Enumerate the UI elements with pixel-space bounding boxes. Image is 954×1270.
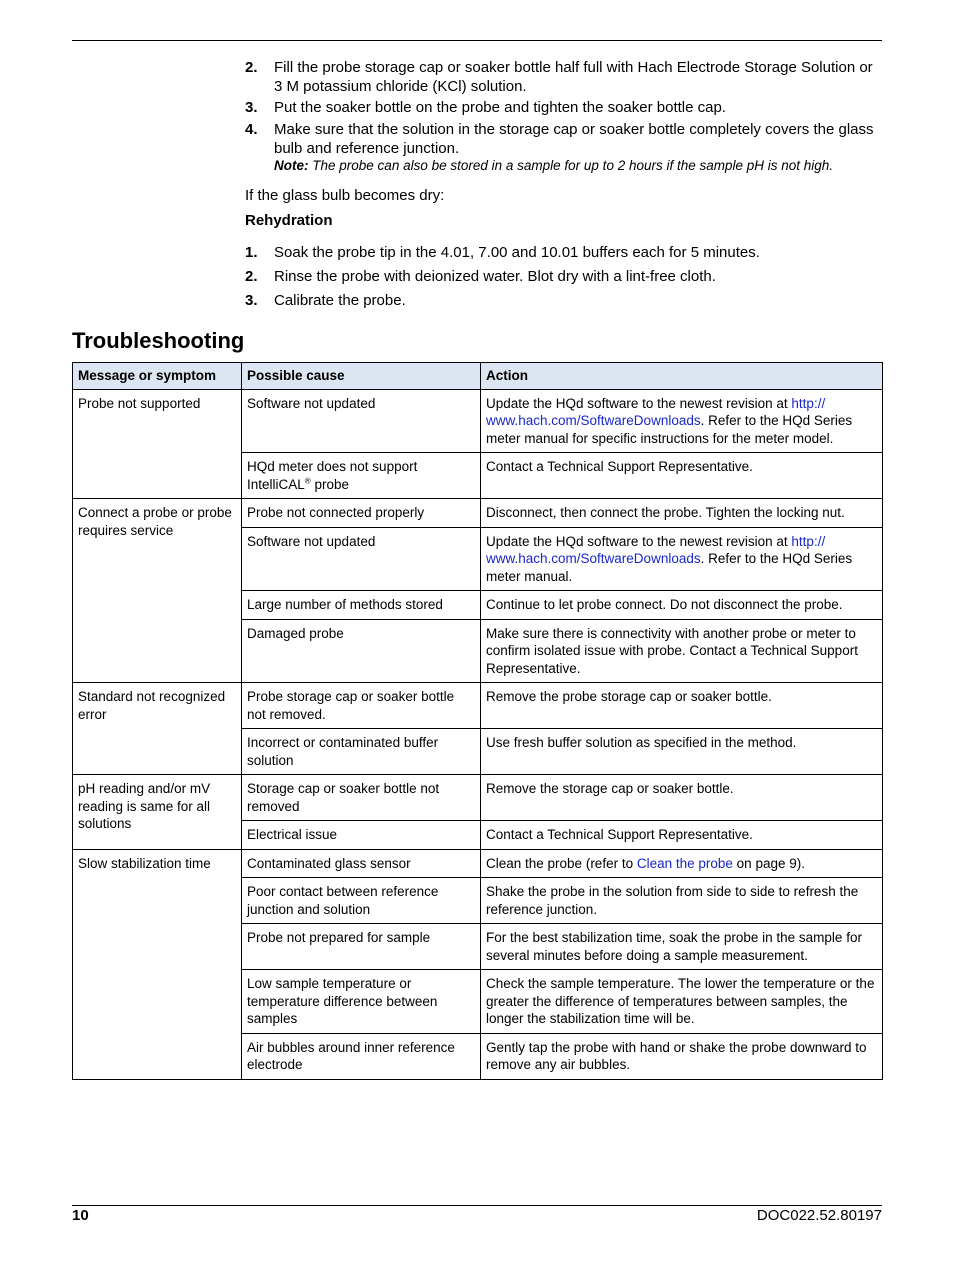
registered-mark: ® bbox=[304, 476, 311, 485]
step-text: Fill the probe storage cap or soaker bottle half full with Hach Electrode Storage Solution or 3 M potassium chloride (KCl) solution. bbox=[274, 59, 873, 95]
doc-id: DOC022.52.80197 bbox=[756, 1207, 882, 1224]
cause-cell: HQd meter does not support IntelliCAL® probe bbox=[242, 453, 481, 499]
footer-rule bbox=[72, 1205, 882, 1206]
step-text: Rinse the probe with deionized water. Blot dry with a lint-free cloth. bbox=[274, 268, 716, 285]
step-text: Soak the probe tip in the 4.01, 7.00 and 10.01 buffers each for 5 minutes. bbox=[274, 244, 760, 261]
note bbox=[274, 157, 885, 174]
cause-cell: Storage cap or soaker bottle not removed bbox=[242, 775, 481, 821]
symptom-cell: Probe not supported bbox=[73, 389, 242, 499]
cause-cell: Incorrect or contaminated buffer solution bbox=[242, 729, 481, 775]
action-cell: Contact a Technical Support Representative. bbox=[481, 821, 883, 850]
cause-cell: Large number of methods stored bbox=[242, 591, 481, 620]
step-number: 2. bbox=[245, 268, 258, 285]
symptom-cell: pH reading and/or mV reading is same for all solutions bbox=[73, 775, 242, 850]
action-cell: Use fresh buffer solution as specified in the method. bbox=[481, 729, 883, 775]
cause-cell: Electrical issue bbox=[242, 821, 481, 850]
table-row bbox=[73, 389, 883, 453]
step-number: 3. bbox=[245, 292, 258, 309]
troubleshooting-table bbox=[72, 362, 883, 1080]
column-header: Message or symptom bbox=[73, 363, 242, 390]
column-header: Possible cause bbox=[242, 363, 481, 390]
page-number: 10 bbox=[72, 1207, 89, 1224]
section-title: Troubleshooting bbox=[72, 328, 245, 353]
symptom-cell: Slow stabilization time bbox=[73, 849, 242, 1079]
cause-cell: Probe not connected properly bbox=[242, 499, 481, 528]
rehydration-step bbox=[245, 291, 885, 310]
cause-cell: Software not updated bbox=[242, 389, 481, 453]
table-row bbox=[73, 683, 883, 729]
rehydration-step bbox=[245, 267, 885, 286]
rehydration-title: Rehydration bbox=[245, 212, 333, 229]
action-cell: Make sure there is connectivity with another probe or meter to confirm isolated issue with probe. Contact a Technical Support Representative. bbox=[481, 619, 883, 683]
table-row bbox=[73, 775, 883, 821]
step-number: 1. bbox=[245, 244, 258, 261]
symptom-cell: Connect a probe or probe requires service bbox=[73, 499, 242, 683]
cause-cell: Damaged probe bbox=[242, 619, 481, 683]
action-cell: Remove the storage cap or soaker bottle. bbox=[481, 775, 883, 821]
cause-cell: Probe not prepared for sample bbox=[242, 924, 481, 970]
cause-cell: Software not updated bbox=[242, 527, 481, 591]
step-number: 4. bbox=[245, 121, 258, 138]
top-rule bbox=[72, 40, 882, 41]
column-header: Action bbox=[481, 363, 883, 390]
action-cell: Clean the probe (refer to Clean the probe on page 9). bbox=[481, 849, 883, 878]
action-cell: Disconnect, then connect the probe. Tighten the locking nut. bbox=[481, 499, 883, 528]
rehydration-step bbox=[245, 243, 885, 262]
dry-intro: If the glass bulb becomes dry: bbox=[245, 187, 445, 204]
step-text: Make sure that the solution in the storage cap or soaker bottle completely covers the glass bulb and reference junction. bbox=[274, 121, 874, 157]
step-text: Calibrate the probe. bbox=[274, 292, 406, 309]
table-row bbox=[73, 849, 883, 878]
note-text: The probe can also be stored in a sample for up to 2 hours if the sample pH is not high. bbox=[312, 158, 834, 173]
note-label: Note: bbox=[274, 158, 309, 173]
action-cell: Update the HQd software to the newest revision at http:// www.hach.com/SoftwareDownloads. Refer to the HQd Series meter manual. bbox=[481, 527, 883, 591]
action-cell: Check the sample temperature. The lower the temperature or the greater the difference of temperatures between samples, the longer the stabilization time will be. bbox=[481, 970, 883, 1034]
symptom-cell: Standard not recognized error bbox=[73, 683, 242, 775]
action-cell: For the best stabilization time, soak the probe in the sample for several minutes before doing a sample measurement. bbox=[481, 924, 883, 970]
software-downloads-link[interactable]: http:// www.hach.com/SoftwareDownloads bbox=[486, 395, 826, 428]
storage-step bbox=[245, 58, 885, 96]
action-cell: Contact a Technical Support Representative. bbox=[481, 453, 883, 499]
rehydration-steps bbox=[245, 243, 885, 310]
cause-cell: Probe storage cap or soaker bottle not removed. bbox=[242, 683, 481, 729]
table-row bbox=[73, 499, 883, 528]
cause-cell: Poor contact between reference junction and solution bbox=[242, 878, 481, 924]
step-number: 3. bbox=[245, 99, 258, 116]
clean-the-probe-link[interactable]: Clean the probe bbox=[636, 855, 733, 871]
table-header-row bbox=[73, 363, 883, 390]
action-cell: Continue to let probe connect. Do not disconnect the probe. bbox=[481, 591, 883, 620]
cause-cell: Air bubbles around inner reference electrode bbox=[242, 1033, 481, 1079]
storage-steps bbox=[245, 58, 885, 174]
cause-cell: Contaminated glass sensor bbox=[242, 849, 481, 878]
storage-step bbox=[245, 98, 885, 117]
step-text: Put the soaker bottle on the probe and tighten the soaker bottle cap. bbox=[274, 99, 726, 116]
action-cell: Remove the probe storage cap or soaker bottle. bbox=[481, 683, 883, 729]
storage-step bbox=[245, 120, 885, 174]
step-number: 2. bbox=[245, 59, 258, 76]
action-cell: Update the HQd software to the newest revision at http:// www.hach.com/SoftwareDownloads. Refer to the HQd Series meter manual for specific instructions for the meter model. bbox=[481, 389, 883, 453]
cause-cell: Low sample temperature or temperature difference between samples bbox=[242, 970, 481, 1034]
action-cell: Gently tap the probe with hand or shake the probe downward to remove any air bubbles. bbox=[481, 1033, 883, 1079]
action-cell: Shake the probe in the solution from side to side to refresh the reference junction. bbox=[481, 878, 883, 924]
software-downloads-link[interactable]: http:// www.hach.com/SoftwareDownloads bbox=[486, 533, 826, 566]
